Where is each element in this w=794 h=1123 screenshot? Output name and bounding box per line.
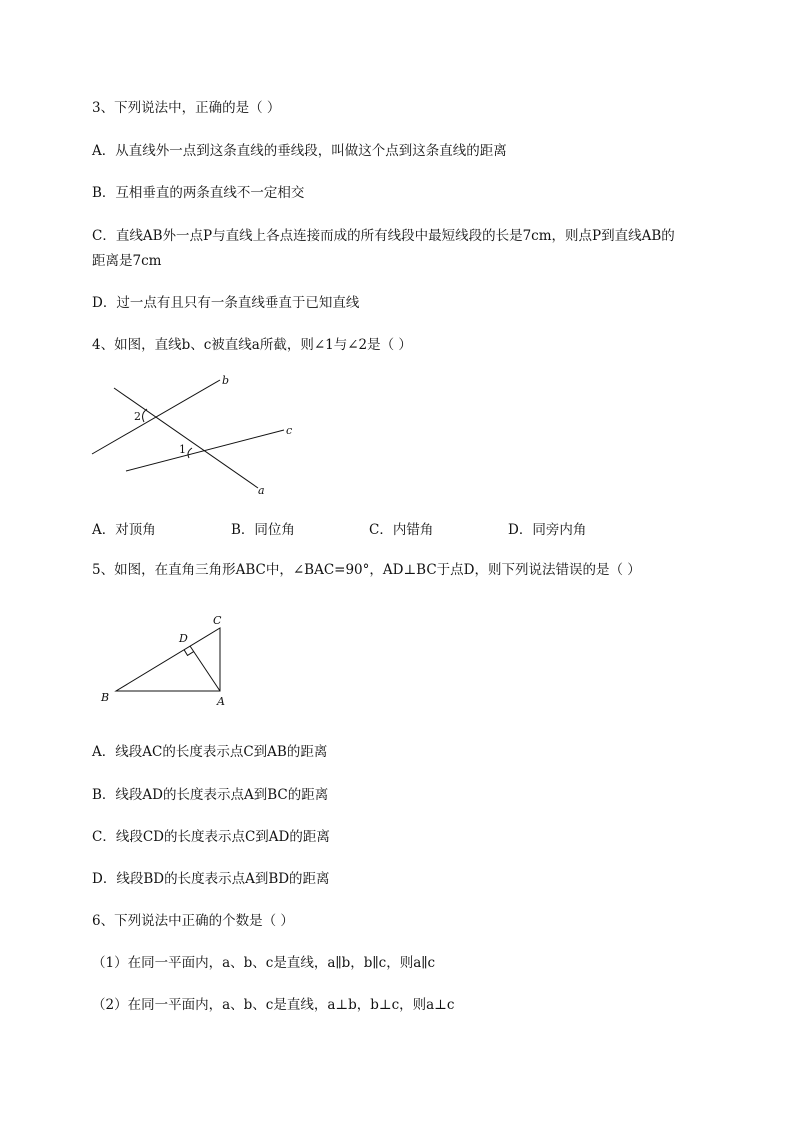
- q6-stem: 6、下列说法中正确的个数是（ ）: [92, 913, 294, 929]
- q4-option-c: C．内错角: [369, 522, 434, 538]
- line-c: [126, 430, 284, 471]
- line-a: [114, 388, 258, 488]
- label-c: c: [286, 424, 293, 437]
- q5-stem: 5、如图，在直角三角形ABC中，∠BAC=90°，AD⊥BC于点D，则下列说法错误的是（ ）: [92, 562, 641, 578]
- q3-option-c-line2: 距离是7cm: [92, 253, 162, 269]
- q3-stem: 3、下列说法中，正确的是（ ）: [92, 100, 281, 116]
- label-C: C: [213, 614, 222, 627]
- q6-statement-1: （1）在同一平面内，a、b、c是直线，a∥b，b∥c，则a∥c: [92, 955, 436, 971]
- label-A: A: [217, 695, 225, 708]
- angle-1-arc: [188, 448, 192, 458]
- q4-transversal-figure: [88, 372, 318, 502]
- altitude-ad: [190, 646, 220, 691]
- q3-option-d: D．过一点有且只有一条直线垂直于已知直线: [92, 295, 360, 311]
- q5-option-a: A．线段AC的长度表示点C到AB的距离: [92, 744, 328, 760]
- label-1: 1: [179, 443, 186, 456]
- q4-options: [92, 518, 732, 538]
- q6-statement-2: （2）在同一平面内，a、b、c是直线，a⊥b，b⊥c，则a⊥c: [92, 997, 455, 1013]
- label-2: 2: [134, 410, 141, 423]
- q3-option-a: A．从直线外一点到这条直线的垂线段，叫做这个点到这条直线的距离: [92, 143, 507, 159]
- q5-option-b: B．线段AD的长度表示点A到BC的距离: [92, 787, 329, 803]
- q4-option-a: A．对顶角: [92, 522, 156, 538]
- q3-option-b: B．互相垂直的两条直线不一定相交: [92, 185, 305, 201]
- right-angle-mark: [184, 650, 194, 656]
- triangle-abc: [116, 628, 220, 691]
- label-b: b: [222, 374, 230, 387]
- q5-triangle-figure: [96, 610, 246, 710]
- label-B: B: [101, 691, 110, 704]
- q4-option-b: B．同位角: [231, 522, 295, 538]
- q4-stem: 4、如图，直线b、c被直线a所截，则∠1与∠2是（ ）: [92, 337, 412, 353]
- label-a: a: [258, 484, 265, 497]
- q3-option-c-line1: C．直线AB外一点P与直线上各点连接而成的所有线段中最短线段的长是7cm，则点P到直线AB的: [92, 228, 675, 244]
- label-D: D: [179, 632, 188, 645]
- q5-option-d: D．线段BD的长度表示点A到BD的距离: [92, 871, 330, 887]
- q4-option-d: D．同旁内角: [508, 522, 587, 538]
- line-b: [92, 380, 220, 454]
- q5-option-c: C．线段CD的长度表示点C到AD的距离: [92, 829, 330, 845]
